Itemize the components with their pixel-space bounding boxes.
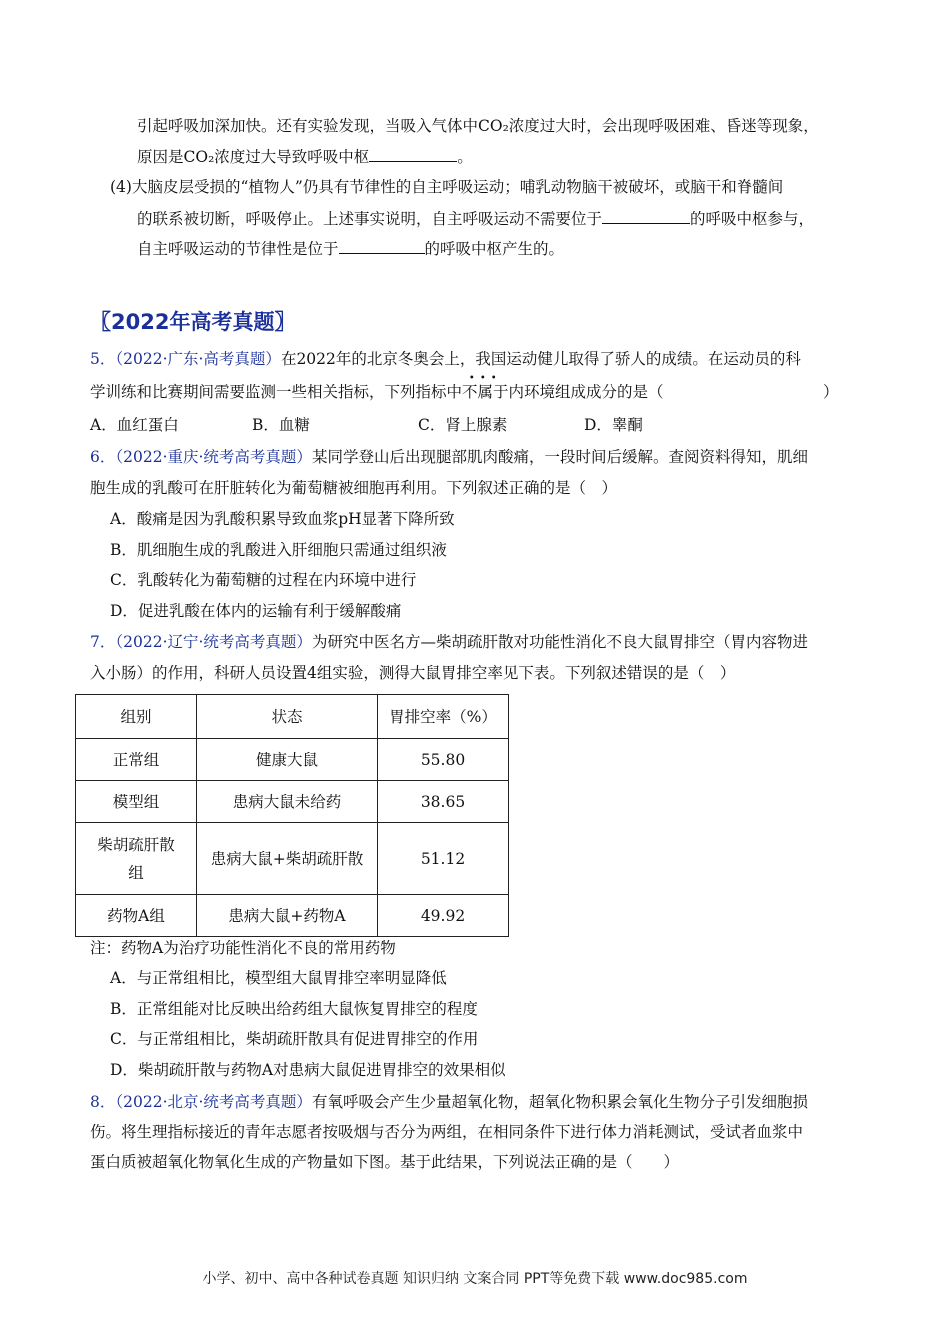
section-heading: 〖2022年高考真题〗 bbox=[90, 310, 296, 334]
q5-text-2: 学训练和比赛期间需要监测一些相关指标，下列指标中 bbox=[90, 383, 463, 401]
q7-option-c: C．与正常组相比，柴胡疏肝散具有促进胃排空的作用 bbox=[110, 1030, 479, 1048]
prev-line-2-text: 原因是CO₂浓度过大导致呼吸中枢 bbox=[137, 148, 370, 166]
table-cell-line: 柴胡疏肝散 bbox=[97, 835, 175, 854]
table-cell bbox=[76, 823, 197, 895]
q5-option-a: A．血红蛋白 bbox=[90, 416, 179, 434]
q7-text: 为研究中医名方—柴胡疏肝散对功能性消化不良大鼠胃排空（胃内容物进 bbox=[311, 633, 808, 651]
q4-line-2 bbox=[137, 207, 814, 230]
q7-option-d: D．柴胡疏肝散与药物A对患病大鼠促进胃排空的效果相似 bbox=[110, 1061, 506, 1079]
table-cell: 患病大鼠+药物A bbox=[197, 895, 378, 937]
table-cell: 正常组 bbox=[76, 739, 197, 781]
q7-note: 注：药物A为治疗功能性消化不良的常用药物 bbox=[90, 939, 396, 957]
table-header-cell: 胃排空率（%） bbox=[378, 695, 509, 739]
q6-line-2: 胞生成的乳酸可在肝脏转化为葡萄糖被细胞再利用。下列叙述正确的是（ ） bbox=[90, 479, 618, 497]
q4-line-1: (4)大脑皮层受损的“植物人”仍具有节律性的自主呼吸运动；哺乳动物脑干被破坏，或脑干和脊髓间 bbox=[110, 178, 784, 196]
prev-line-2-end: 。 bbox=[457, 148, 473, 166]
table-row bbox=[76, 895, 509, 937]
q5-option-c: C．肾上腺素 bbox=[418, 416, 508, 434]
q8-line-1 bbox=[90, 1091, 808, 1113]
q4-line-2-text: 的联系被切断，呼吸停止。上述事实说明，自主呼吸运动不需要位于 bbox=[137, 210, 603, 228]
q6-option-d: D．促进乳酸在体内的运输有利于缓解酸痛 bbox=[110, 602, 402, 620]
q6-text: 某同学登山后出现腿部肌肉酸痛，一段时间后缓解。查阅资料得知，肌细 bbox=[311, 448, 808, 466]
answer-blank bbox=[369, 145, 457, 162]
table-cell: 药物A组 bbox=[76, 895, 197, 937]
emphasis-dots: ••• bbox=[468, 373, 502, 384]
q8-text: 有氧呼吸会产生少量超氧化物，超氧化物积累会氧化生物分子引发细胞损 bbox=[311, 1093, 808, 1111]
q6-option-c: C．乳酸转化为葡萄糖的过程在内环境中进行 bbox=[110, 571, 417, 589]
q6-number: 6． bbox=[90, 448, 116, 466]
table-cell: 患病大鼠未给药 bbox=[197, 781, 378, 823]
q7-number: 7． bbox=[90, 633, 116, 651]
table-cell: 55.80 bbox=[378, 739, 509, 781]
q5-text-3: 内环境组成成分的是（ bbox=[508, 383, 664, 401]
q8-line-2: 伤。将生理指标接近的青年志愿者按吸烟与否分为两组，在相同条件下进行体力消耗测试，受试者血浆中 bbox=[90, 1123, 804, 1141]
prev-line-2 bbox=[137, 145, 473, 168]
emphasized-word: 不属于 bbox=[462, 383, 509, 401]
q5-text: 在2022年的北京冬奥会上，我国运动健儿取得了骄人的成绩。在运动员的科 bbox=[280, 350, 801, 368]
table-cell: 49.92 bbox=[378, 895, 509, 937]
q7-option-a: A．与正常组相比，模型组大鼠胃排空率明显降低 bbox=[110, 969, 447, 987]
table-cell: 38.65 bbox=[378, 781, 509, 823]
q5-line-2 bbox=[90, 373, 664, 403]
q5-number: 5． bbox=[90, 350, 116, 368]
q6-option-b: B．肌细胞生成的乳酸进入肝细胞只需通过组织液 bbox=[110, 541, 447, 559]
q6-line-1 bbox=[90, 446, 808, 468]
q7-option-b: B．正常组能对比反映出给药组大鼠恢复胃排空的程度 bbox=[110, 1000, 478, 1018]
answer-blank bbox=[339, 237, 425, 254]
q5-source: （2022·广东·高考真题） bbox=[115, 350, 281, 368]
table-cell: 健康大鼠 bbox=[197, 739, 378, 781]
table-header-cell: 组别 bbox=[76, 695, 197, 739]
prev-line-1: 引起呼吸加深加快。还有实验发现，当吸入气体中CO₂浓度过大时，会出现呼吸困难、昏迷等现象， bbox=[137, 117, 819, 135]
q5-line-1 bbox=[90, 348, 801, 370]
table-cell: 模型组 bbox=[76, 781, 197, 823]
q7-line-2: 入小肠）的作用，科研人员设置4组实验，测得大鼠胃排空率见下表。下列叙述错误的是（ ） bbox=[90, 664, 736, 682]
table-header-cell: 状态 bbox=[197, 695, 378, 739]
q4-line-3 bbox=[137, 237, 564, 260]
table-cell: 患病大鼠+柴胡疏肝散 bbox=[197, 823, 378, 895]
q4-line-3-text: 自主呼吸运动的节律性是位于 bbox=[137, 240, 339, 258]
q8-source: （2022·北京·统考高考真题） bbox=[115, 1093, 312, 1111]
emphasized-text bbox=[462, 373, 509, 403]
q5-option-b: B．血糖 bbox=[252, 416, 310, 434]
q4-line-3-end: 的呼吸中枢产生的。 bbox=[424, 240, 565, 258]
table-row bbox=[76, 739, 509, 781]
table-header-row bbox=[76, 695, 509, 739]
answer-blank bbox=[602, 207, 690, 224]
q5-paren-close: ） bbox=[823, 383, 839, 401]
table-row bbox=[76, 823, 509, 895]
data-table bbox=[75, 694, 509, 937]
table-cell: 51.12 bbox=[378, 823, 509, 895]
q6-source: （2022·重庆·统考高考真题） bbox=[115, 448, 312, 466]
q8-line-3: 蛋白质被超氧化物氧化生成的产物量如下图。基于此结果，下列说法正确的是（ ） bbox=[90, 1153, 680, 1171]
q7-source: （2022·辽宁·统考高考真题） bbox=[115, 633, 312, 651]
q5-option-d: D．睾酮 bbox=[584, 416, 643, 434]
page-footer: 小学、初中、高中各种试卷真题 知识归纳 文案合同 PPT等免费下载 www.doc985.com bbox=[202, 1271, 748, 1287]
q7-line-1 bbox=[90, 631, 808, 653]
q6-option-a: A．酸痛是因为乳酸积累导致血浆pH显著下降所致 bbox=[110, 510, 455, 528]
table-row bbox=[76, 781, 509, 823]
q4-line-2-end: 的呼吸中枢参与， bbox=[690, 210, 815, 228]
q8-number: 8． bbox=[90, 1093, 116, 1111]
table-cell-line: 组 bbox=[128, 863, 144, 882]
